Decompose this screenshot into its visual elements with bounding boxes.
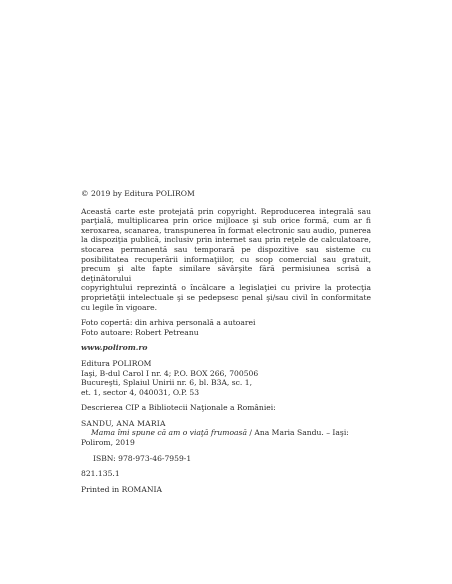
cover-photo-credit: Foto copertă: din arhiva personală a autoarei [81, 318, 256, 328]
cip-classification: 821.135.1 [81, 469, 120, 479]
notice-line: xeroxarea, scanarea, transpunerea în format electronic sau audio, punerea [81, 225, 371, 235]
author-photo-credit: Foto autoare: Robert Petreanu [81, 327, 199, 337]
copyright-notice [81, 207, 371, 313]
notice-line: cu legile în vigoare. [81, 302, 158, 312]
publisher-address-bucuresti-2: et. 1, sector 4, 040031, O.P. 53 [81, 387, 200, 397]
notice-line: proprietăţii intelectuale şi se pedepsesc penal şi/sau civil în conformitate [81, 292, 371, 302]
publisher-name: Editura POLIROM [81, 358, 152, 368]
publisher-address-bucuresti: Bucureşti, Splaiul Unirii nr. 6, bl. B3A, sc. 1, [81, 378, 252, 388]
notice-line: stocarea permanentă sau temporară pe dispozitive sau sisteme cu [81, 244, 371, 254]
publisher-address-iasi: Iaşi, B-dul Carol I nr. 4; P.O. BOX 266, 700506 [81, 368, 259, 378]
publisher-website: www.polirom.ro [81, 343, 148, 353]
cip-book-title: Mama îmi spune că am o viaţă frumoasă [91, 428, 247, 438]
cip-publisher-year: Polirom, 2019 [81, 438, 135, 448]
cip-title-line [81, 428, 371, 438]
notice-line: Această carte este protejată prin copyright. Reproducerea integrală sau [81, 206, 371, 216]
cip-author: SANDU, ANA MARIA [81, 418, 166, 428]
notice-line: copyrightului reprezintă o încălcare a legislaţiei cu privire la protecţia [81, 283, 371, 293]
copyright-page [81, 189, 371, 494]
cip-heading: Descrierea CIP a Bibliotecii Naţionale a României: [81, 403, 276, 413]
copyright-line: © 2019 by Editura POLIROM [81, 189, 195, 198]
cip-isbn: ISBN: 978-973-46-7959-1 [93, 453, 192, 463]
notice-line: parţială, multiplicarea prin orice mijloace şi sub orice formă, cum ar fi [81, 216, 371, 226]
cip-title-rest: / Ana Maria Sandu. – Iaşi: [246, 428, 349, 438]
printed-in: Printed in ROMANIA [81, 484, 162, 494]
notice-line: precum şi alte fapte similare săvârşite fără permisiunea scrisă a deţinătorului [81, 264, 371, 283]
notice-line: la dispoziţia publică, inclusiv prin internet sau prin reţele de calculatoare, [81, 235, 371, 245]
notice-line: posibilitatea recuperării informaţiilor, cu scop comercial sau gratuit, [81, 254, 371, 264]
